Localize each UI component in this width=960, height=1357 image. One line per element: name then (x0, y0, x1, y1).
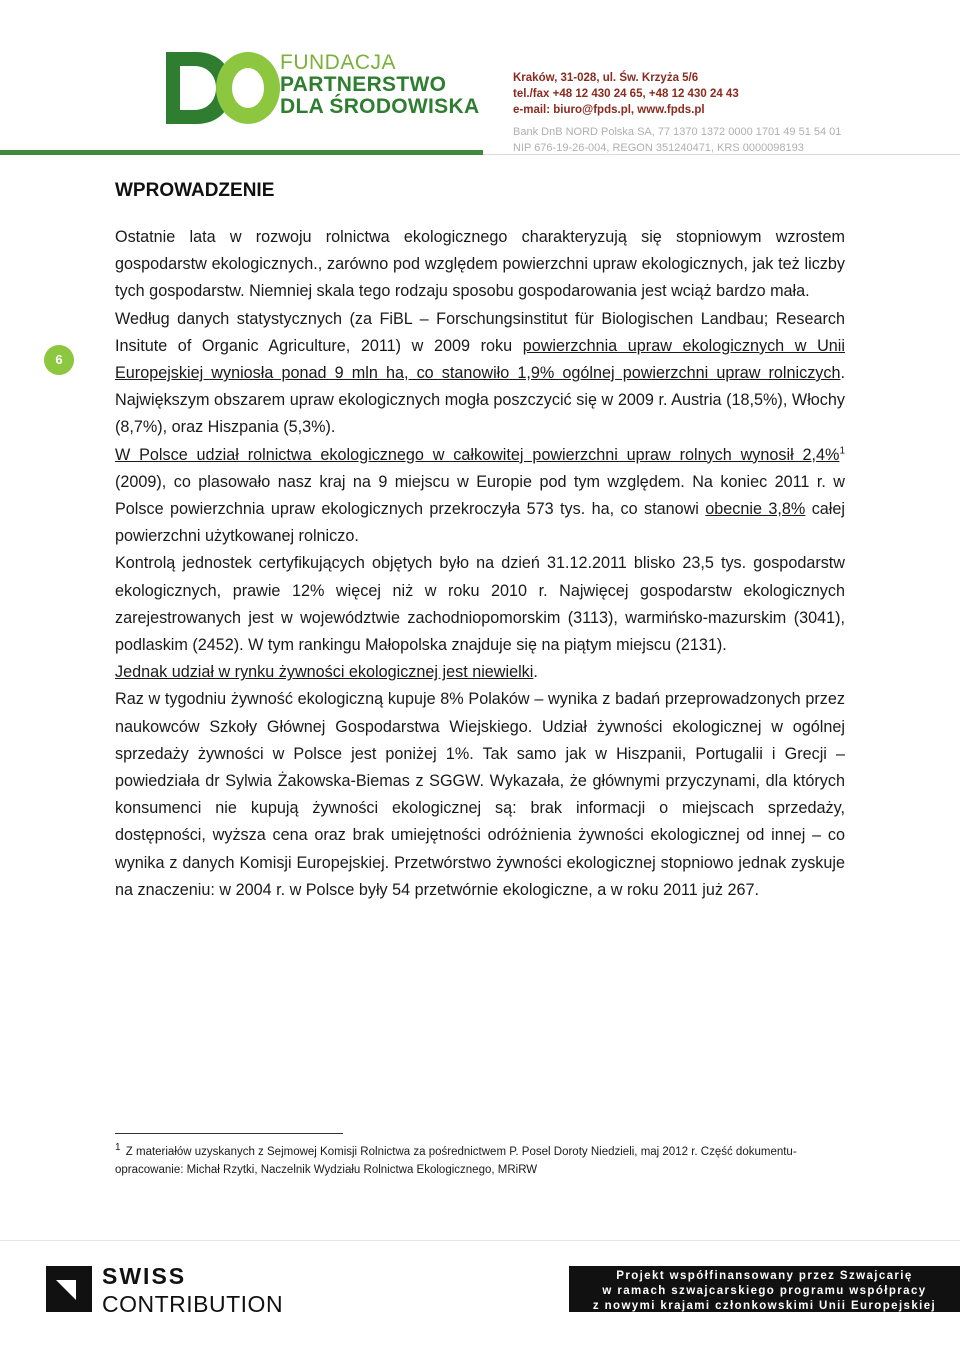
underlined-text: Jednak udział w rynku żywności ekologicznej jest niewielki (115, 663, 534, 682)
text-run: . (533, 663, 538, 682)
notice-line1: Projekt współfinansowany przez Szwajcarię (616, 1270, 913, 1282)
paragraph-certification: Kontrolą jednostek certyfikujących objętych było na dzień 31.12.2011 blisko 23,5 tys. gospodarstw ekologicznych, prawie 12% więcej niż w roku 2010 r. Najwięcej gospodarstw ekologicznych zarejestrowanych jest w województwie zachodniopomorskim (3113), warmińsko-mazurskim (3041), podlaskim (2452). W tym rankingu Małopolska znajduje się na piątym miejscu (2131). (115, 554, 845, 655)
underlined-text: W Polsce udział rolnictwa ekologicznego w całkowitej powierzchni upraw rolnych wynosił 2,4% (115, 445, 840, 464)
header-divider-green (0, 150, 483, 155)
registration-numbers: NIP 676-19-26-004, REGON 351240471, KRS 0000098193 (513, 142, 804, 154)
wordmark-line1: SWISS (102, 1263, 187, 1289)
footnote-divider (115, 1133, 343, 1134)
org-name-line3: DLA ŚRODOWISKA (280, 95, 480, 118)
document-body (115, 180, 845, 904)
notice-line2: w ramach szwajcarskiego programu współpracy (602, 1285, 927, 1297)
bank-account: Bank DnB NORD Polska SA, 77 1370 1372 0000 1701 49 51 54 01 (513, 126, 842, 138)
underlined-text: powierzchnia upraw ekologicznych w Unii Europejskiej wyniosła ponad 9 mln ha, co stanowiło 1,9% ogólnej powierzchni upraw rolniczych (115, 336, 846, 383)
text-run: . Największym obszarem upraw ekologicznych mogła poszczycić się w 2009 r. Austria (18,5%), Włochy (8,7%), oraz Hiszpania (5,3%). (115, 364, 845, 437)
paragraph-intro: Ostatnie lata w rozwoju rolnictwa ekologicznego charakteryzują się stopniowym wzrostem gospodarstw ekologicznych., zarówno pod względem powierzchni upraw ekologicznych, jak też liczby tych gospodarstw. Niemniej skala tego rodzaju sposobu gospodarowania jest wciąż bardzo mała. (115, 228, 845, 301)
swiss-contribution-wordmark (102, 1262, 283, 1318)
paragraph-eu-statistics (115, 306, 845, 442)
paragraph-market-share (115, 659, 845, 686)
letterhead (0, 0, 960, 160)
header-divider-gray (483, 154, 960, 155)
contact-info (513, 70, 739, 118)
foundation-logo-icon (162, 48, 282, 128)
footnote-reference: 1 (839, 445, 845, 457)
organization-name (280, 52, 479, 118)
cofinancing-notice (569, 1266, 960, 1312)
page-number-badge: 6 (44, 345, 74, 375)
wordmark-line2: CONTRIBUTION (102, 1291, 284, 1317)
underlined-text: obecnie 3,8% (705, 500, 806, 519)
paragraph-consumers: Raz w tygodniu żywność ekologiczną kupuje 8% Polaków – wynika z badań przeprowadzonych przez naukowców Szkoły Głównej Gospodarstwa Wiejskiego. Udział żywności ekologicznej w ogólnej sprzedaży żywności w Polsce jest poniżej 1%. Tak samo jak w Hiszpanii, Portugalii i Grecji – powiedziała dr Sylwia Żakowska-Biemas z SGGW. Wykazała, że głównymi przyczynami, dla których konsumenci nie kupują żywności ekologicznej są: brak informacji o miejscach sprzedaży, dostępności, wyższa cena oraz brak umiejętności odróżnienia żywności ekologicznej od innej – co wynika z danych Komisji Europejskiej. Przetwórstwo żywności ekologicznej stopniowo jednak zyskuje na znaczeniu: w 2004 r. w Polsce były 54 przetwórnie ekologiczne, a w roku 2011 już 267. (115, 690, 845, 899)
phone: tel./fax +48 12 430 24 65, +48 12 430 24 43 (513, 88, 739, 100)
section-title: WPROWADZENIE (115, 180, 275, 201)
swiss-contribution-logo-icon (46, 1266, 92, 1312)
text-run: całej powierzchni użytkowanej rolniczo. (115, 500, 845, 546)
footnote-text: Z materiałów uzyskanych z Sejmowej Komisji Rolnictwa za pośrednictwem P. Posel Doroty Niedzieli, maj 2012 r. Część dokumentu-opracowanie: Michał Rzytki, Naczelnik Wydziału Rolnictwa Ekologicznego, MRiRW (115, 1146, 797, 1176)
org-name-line1: FUNDACJA (280, 51, 397, 74)
footer-divider (0, 1240, 960, 1241)
notice-line3: z nowymi krajami członkowskimi Unii Europejskiej (592, 1300, 937, 1312)
text-run: Według danych statystycznych (za FiBL – Forschungsinstitut für Biologischen Landbau; Research Insitute of Organic Agriculture, 2011) w 2009 roku (115, 309, 845, 355)
footnote (115, 1143, 835, 1179)
paragraph-poland-share (115, 442, 845, 551)
bank-info (513, 124, 841, 156)
footnote-mark: 1 (115, 1142, 121, 1154)
email: e-mail: biuro@fpds.pl, www.fpds.pl (513, 104, 705, 116)
org-name-line2: PARTNERSTWO (280, 73, 447, 96)
text-run: (2009), co plasowało nasz kraj na 9 miejscu w Europie pod tym względem. Na koniec 2011 r. w Polsce powierzchnia upraw ekologicznych przekroczyła 573 tys. ha, co stanowi (115, 472, 845, 519)
address: Kraków, 31-028, ul. Św. Krzyża 5/6 (513, 72, 699, 84)
